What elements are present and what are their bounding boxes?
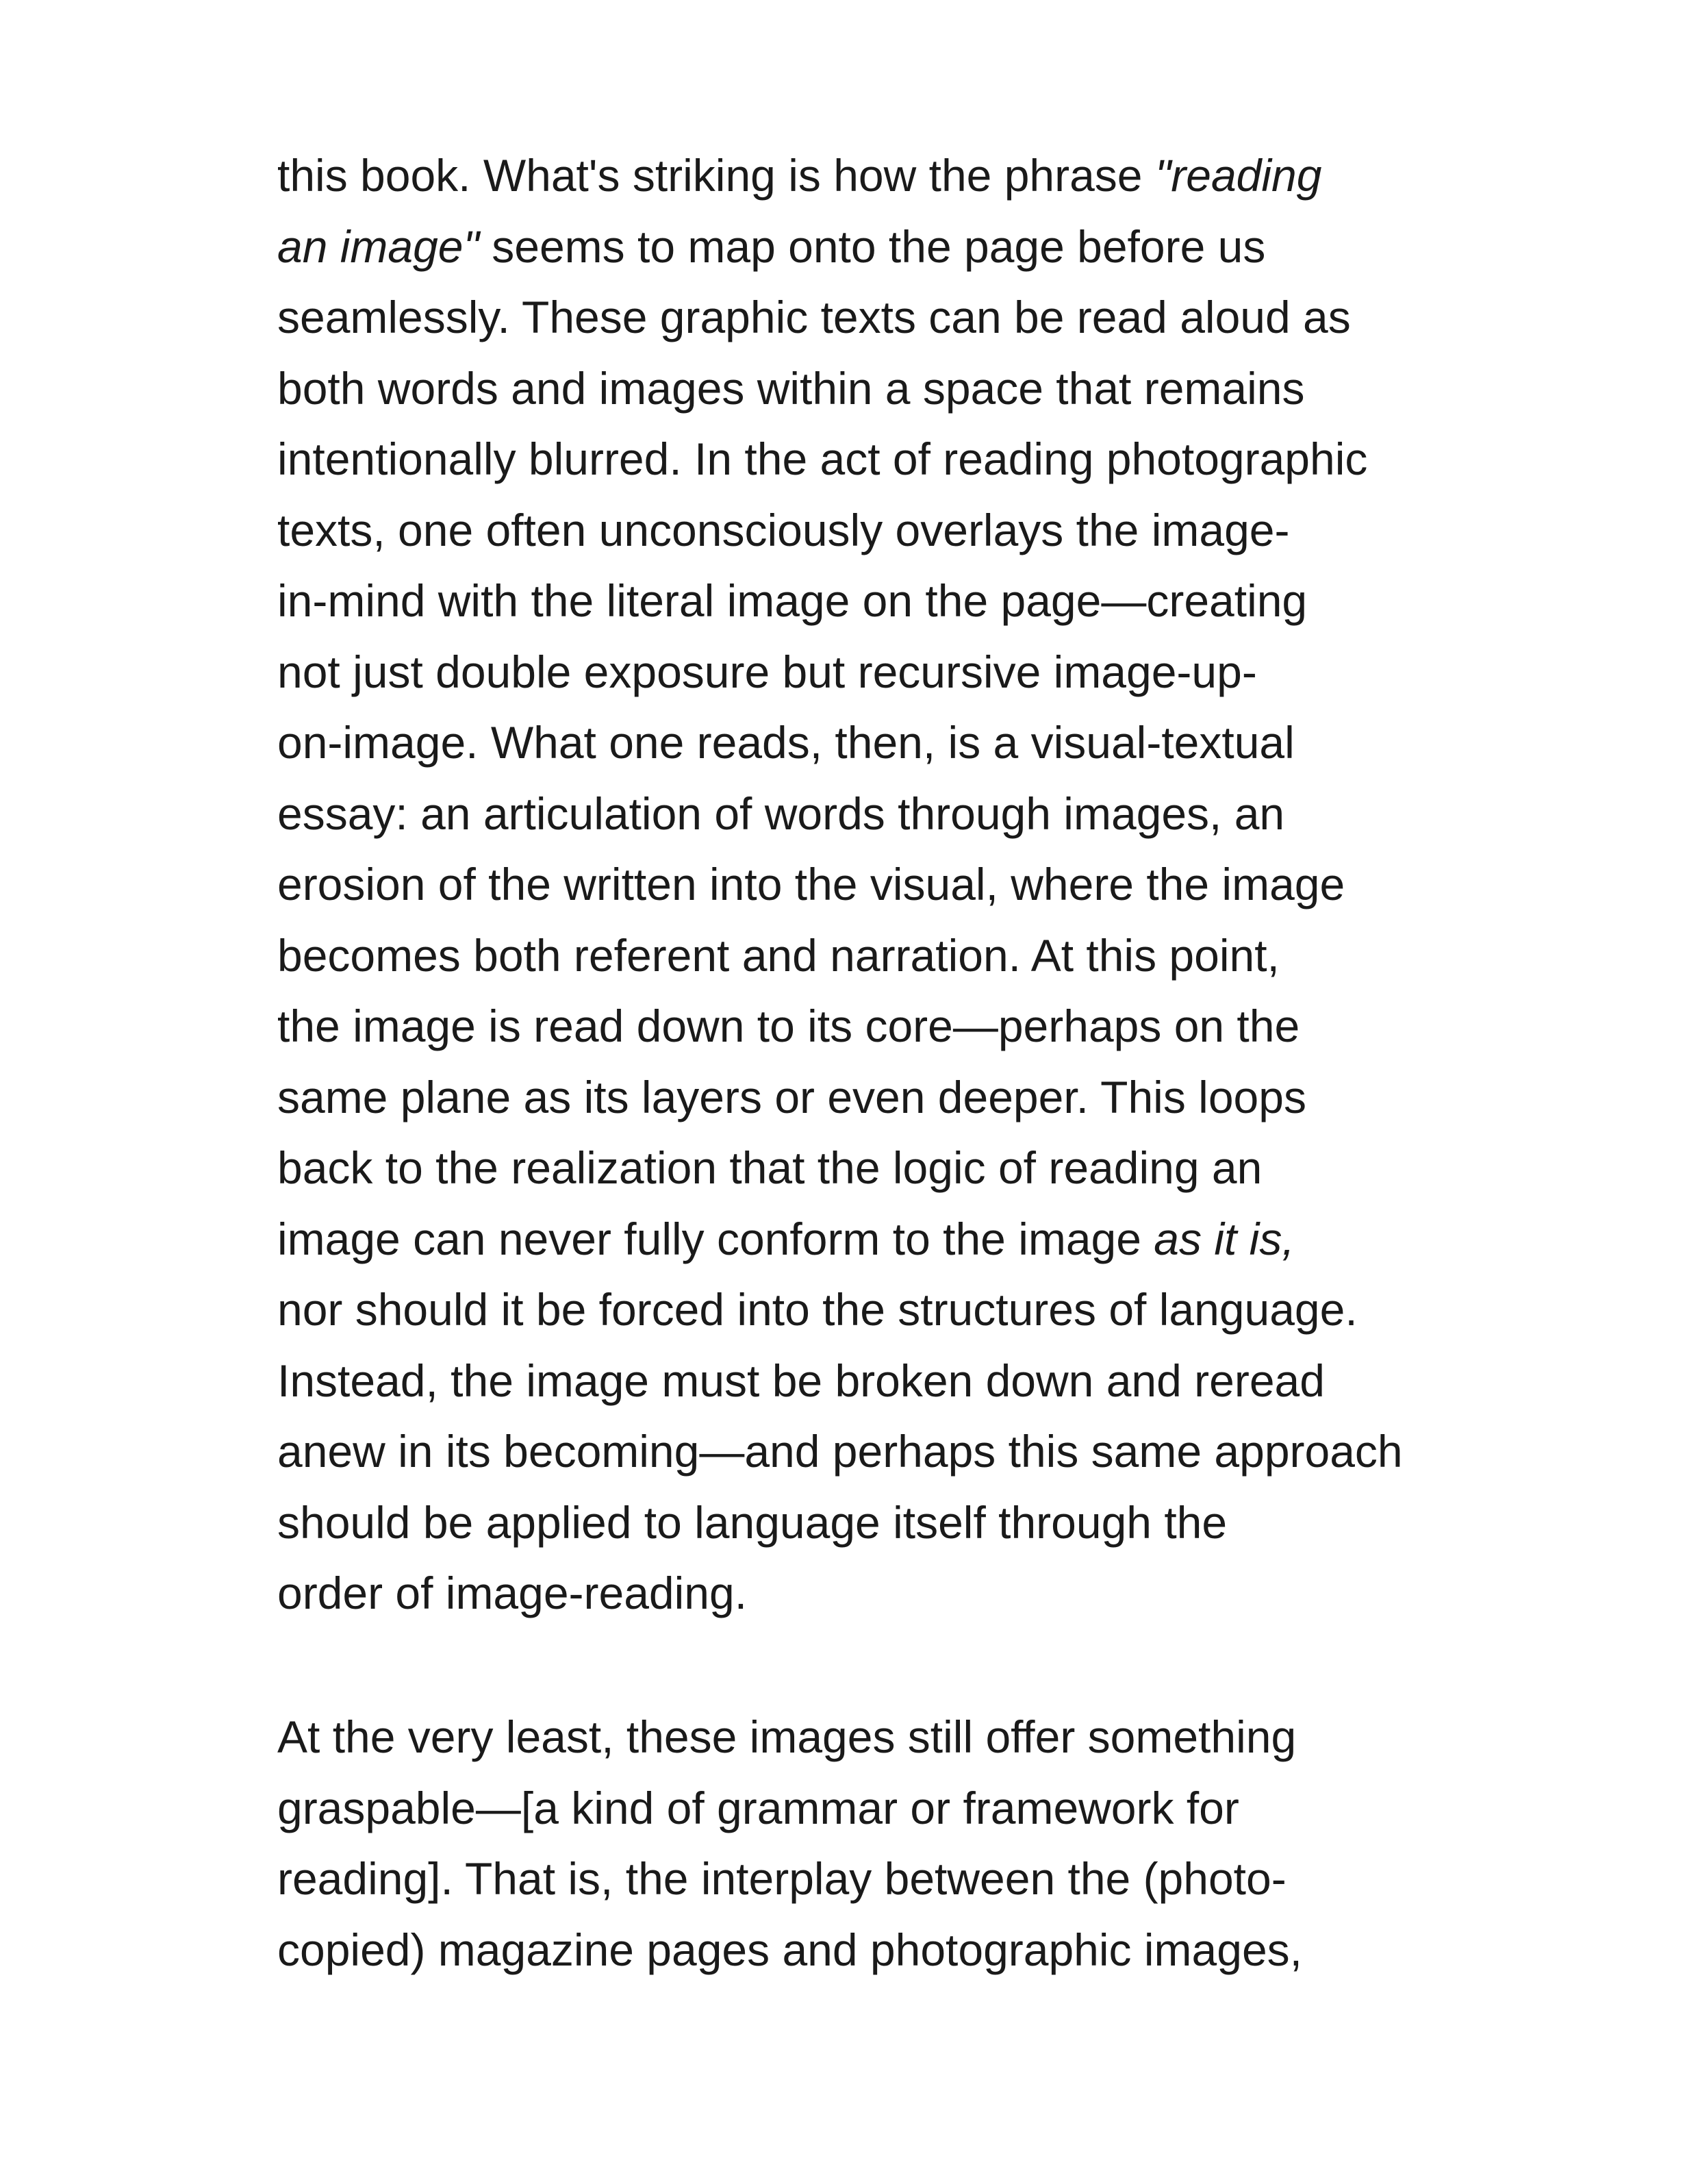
text-line: becomes both referent and narration. At this point, xyxy=(277,929,1280,981)
text-line: Instead, the image must be broken down and reread xyxy=(277,1355,1325,1406)
italic-phrase: an image" xyxy=(277,221,479,272)
text-line: should be applied to language itself through the xyxy=(277,1496,1228,1548)
italic-phrase: as it is, xyxy=(1154,1213,1295,1264)
body-paragraph-1 xyxy=(277,140,1482,1629)
text-line: nor should it be forced into the structures of language. xyxy=(277,1284,1358,1335)
text-line: copied) magazine pages and photographic images, xyxy=(277,1924,1302,1975)
text-line: seamlessly. These graphic texts can be read aloud as xyxy=(277,292,1351,342)
text-line: anew in its becoming—and perhaps this same approach xyxy=(277,1426,1403,1477)
text-line: order of image-reading. xyxy=(277,1568,748,1618)
text-line: in-mind with the literal image on the page—creating xyxy=(277,575,1308,626)
text-line: erosion of the written into the visual, where the image xyxy=(277,859,1345,909)
text-line: graspable—[a kind of grammar or framework for xyxy=(277,1782,1239,1833)
text-line: texts, one often unconsciously overlays the image- xyxy=(277,504,1290,555)
text-line: this book. What's striking is how the phrase "reading xyxy=(277,150,1322,201)
text-line: an image" seems to map onto the page before us xyxy=(277,221,1266,272)
text-line: both words and images within a space that remains xyxy=(277,362,1305,414)
text-line: image can never fully conform to the image as it is, xyxy=(277,1213,1295,1264)
text-line: same plane as its layers or even deeper. This loops xyxy=(277,1071,1306,1122)
text-line: essay: an articulation of words through images, an xyxy=(277,788,1285,839)
text-line: on-image. What one reads, then, is a visual-textual xyxy=(277,717,1295,768)
text-line: the image is read down to its core—perhaps on the xyxy=(277,1001,1300,1051)
body-paragraph-2 xyxy=(277,1702,1482,1985)
text-line: intentionally blurred. In the act of reading photographic xyxy=(277,434,1368,484)
text-line: At the very least, these images still offer something xyxy=(277,1711,1297,1762)
text-line: reading]. That is, the interplay between the (photo- xyxy=(277,1853,1287,1904)
text-line: not just double exposure but recursive image-up- xyxy=(277,646,1257,697)
text-line: back to the realization that the logic of reading an xyxy=(277,1142,1263,1193)
italic-phrase: "reading xyxy=(1154,150,1322,201)
